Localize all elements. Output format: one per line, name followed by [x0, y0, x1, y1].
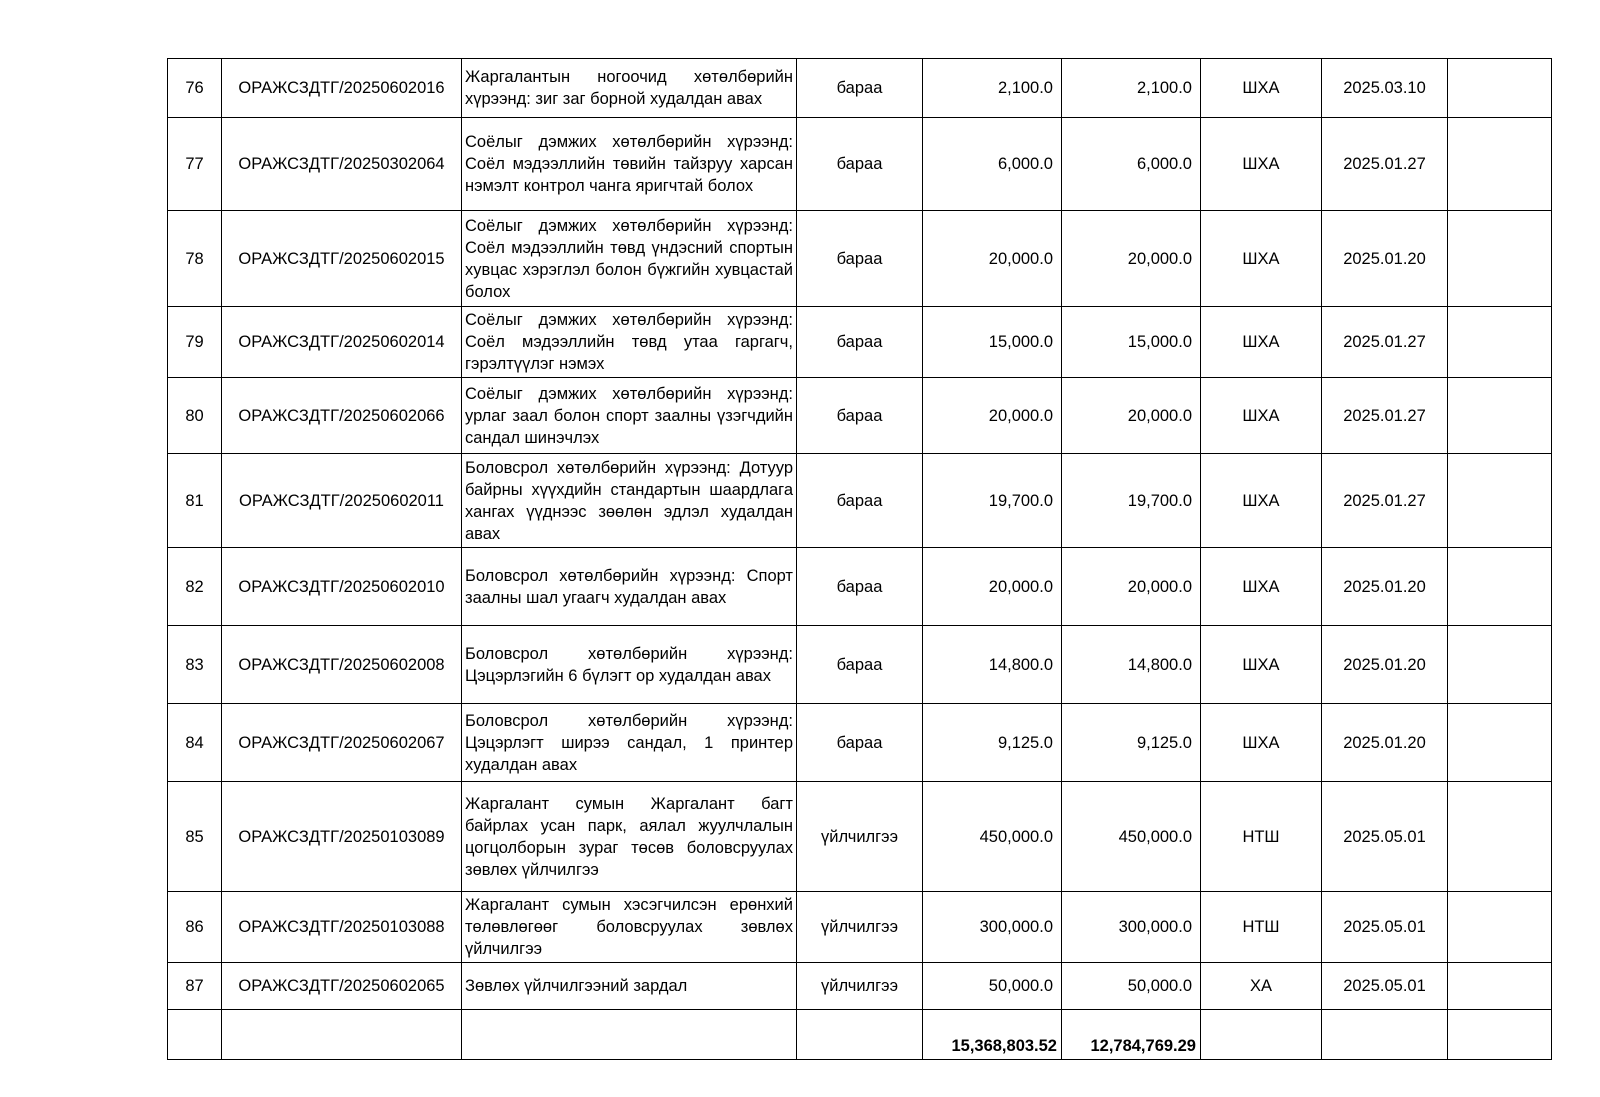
procurement-code: ОРАЖСЗДТГ/20250602066: [222, 378, 462, 454]
start-date: 2025.01.27: [1322, 454, 1448, 548]
total-empty-cell: [168, 1010, 222, 1060]
procurement-code: ОРАЖСЗДТГ/20250602010: [222, 548, 462, 626]
procurement-method: ХА: [1201, 963, 1322, 1010]
start-date: 2025.01.20: [1322, 626, 1448, 704]
item-type: бараа: [797, 626, 923, 704]
start-date: 2025.05.01: [1322, 892, 1448, 963]
budget-amount: 2,100.0: [1062, 59, 1201, 118]
note-cell: [1448, 59, 1552, 118]
planned-amount: 6,000.0: [923, 118, 1062, 211]
budget-amount: 300,000.0: [1062, 892, 1201, 963]
total-empty-cell: [797, 1010, 923, 1060]
row-number: 80: [168, 378, 222, 454]
item-description: Боловсрол хөтөлбөрийн хүрээнд: Цэцэрлэгт ширээ сандал, 1 принтер худалдан авах: [462, 704, 797, 782]
table-row: [168, 548, 1552, 626]
budget-amount: 6,000.0: [1062, 118, 1201, 211]
procurement-method: ШХА: [1201, 211, 1322, 307]
note-cell: [1448, 378, 1552, 454]
procurement-method: НТШ: [1201, 782, 1322, 892]
note-cell: [1448, 118, 1552, 211]
procurement-code: ОРАЖСЗДТГ/20250302064: [222, 118, 462, 211]
item-description: Жаргалантын ногоочид хөтөлбөрийн хүрээнд: зиг заг борной худалдан авах: [462, 59, 797, 118]
row-number: 87: [168, 963, 222, 1010]
procurement-code: ОРАЖСЗДТГ/20250602067: [222, 704, 462, 782]
note-cell: [1448, 211, 1552, 307]
item-type: үйлчилгээ: [797, 963, 923, 1010]
table-row: [168, 378, 1552, 454]
total-row: [168, 1010, 1552, 1060]
budget-amount: 50,000.0: [1062, 963, 1201, 1010]
start-date: 2025.05.01: [1322, 963, 1448, 1010]
note-cell: [1448, 626, 1552, 704]
planned-amount: 20,000.0: [923, 378, 1062, 454]
item-description: Соёлыг дэмжих хөтөлбөрийн хүрээнд: Соёл мэдээллийн төвд үндэсний спортын хувцас хэрэглэл болон бүжгийн хувцастай болох: [462, 211, 797, 307]
item-description: Жаргалант сумын хэсэгчилсэн ерөнхий төлөвлөгөөг боловсруулах зөвлөх үйлчилгээ: [462, 892, 797, 963]
row-number: 85: [168, 782, 222, 892]
note-cell: [1448, 307, 1552, 378]
item-type: бараа: [797, 704, 923, 782]
procurement-method: ШХА: [1201, 307, 1322, 378]
procurement-method: ШХА: [1201, 704, 1322, 782]
procurement-code: ОРАЖСЗДТГ/20250602015: [222, 211, 462, 307]
note-cell: [1448, 704, 1552, 782]
planned-amount: 50,000.0: [923, 963, 1062, 1010]
item-description: Соёлыг дэмжих хөтөлбөрийн хүрээнд: Соёл мэдээллийн төвд утаа гаргагч, гэрэлтүүлэг нэмэх: [462, 307, 797, 378]
item-type: бараа: [797, 307, 923, 378]
total-empty-cell: [462, 1010, 797, 1060]
budget-amount: 450,000.0: [1062, 782, 1201, 892]
note-cell: [1448, 454, 1552, 548]
planned-amount: 300,000.0: [923, 892, 1062, 963]
start-date: 2025.03.10: [1322, 59, 1448, 118]
procurement-code: ОРАЖСЗДТГ/20250103089: [222, 782, 462, 892]
procurement-method: НТШ: [1201, 892, 1322, 963]
planned-amount: 14,800.0: [923, 626, 1062, 704]
row-number: 79: [168, 307, 222, 378]
item-type: үйлчилгээ: [797, 782, 923, 892]
procurement-method: ШХА: [1201, 378, 1322, 454]
procurement-method: ШХА: [1201, 454, 1322, 548]
procurement-code: ОРАЖСЗДТГ/20250602065: [222, 963, 462, 1010]
procurement-method: ШХА: [1201, 548, 1322, 626]
row-number: 77: [168, 118, 222, 211]
budget-amount: 20,000.0: [1062, 378, 1201, 454]
table-row: [168, 704, 1552, 782]
procurement-method: ШХА: [1201, 626, 1322, 704]
table-row: [168, 782, 1552, 892]
table-row: [168, 963, 1552, 1010]
table-row: [168, 211, 1552, 307]
table-row: [168, 59, 1552, 118]
procurement-code: ОРАЖСЗДТГ/20250602016: [222, 59, 462, 118]
budget-amount: 15,000.0: [1062, 307, 1201, 378]
item-type: бараа: [797, 378, 923, 454]
total-empty-cell: [1322, 1010, 1448, 1060]
procurement-code: ОРАЖСЗДТГ/20250103088: [222, 892, 462, 963]
row-number: 86: [168, 892, 222, 963]
start-date: 2025.01.20: [1322, 704, 1448, 782]
planned-amount: 2,100.0: [923, 59, 1062, 118]
row-number: 78: [168, 211, 222, 307]
planned-amount: 9,125.0: [923, 704, 1062, 782]
planned-amount: 20,000.0: [923, 548, 1062, 626]
row-number: 82: [168, 548, 222, 626]
total-amount-2: 12,784,769.29: [1062, 1010, 1201, 1060]
total-empty-cell: [1201, 1010, 1322, 1060]
procurement-code: ОРАЖСЗДТГ/20250602014: [222, 307, 462, 378]
start-date: 2025.01.27: [1322, 307, 1448, 378]
budget-amount: 19,700.0: [1062, 454, 1201, 548]
budget-amount: 14,800.0: [1062, 626, 1201, 704]
item-description: Соёлыг дэмжих хөтөлбөрийн хүрээнд: Соёл мэдээллийн төвийн тайзруу харсан нэмэлт контрол чанга яригчтай болох: [462, 118, 797, 211]
item-type: бараа: [797, 118, 923, 211]
budget-amount: 9,125.0: [1062, 704, 1201, 782]
start-date: 2025.01.20: [1322, 548, 1448, 626]
item-description: Боловсрол хөтөлбөрийн хүрээнд: Спорт заалны шал угаагч худалдан авах: [462, 548, 797, 626]
planned-amount: 20,000.0: [923, 211, 1062, 307]
start-date: 2025.01.20: [1322, 211, 1448, 307]
table-row: [168, 118, 1552, 211]
item-type: бараа: [797, 454, 923, 548]
item-type: үйлчилгээ: [797, 892, 923, 963]
total-amount-1: 15,368,803.52: [923, 1010, 1062, 1060]
row-number: 81: [168, 454, 222, 548]
total-empty-cell: [1448, 1010, 1552, 1060]
budget-amount: 20,000.0: [1062, 211, 1201, 307]
start-date: 2025.05.01: [1322, 782, 1448, 892]
item-description: Боловсрол хөтөлбөрийн хүрээнд: Цэцэрлэгийн 6 бүлэгт ор худалдан авах: [462, 626, 797, 704]
note-cell: [1448, 548, 1552, 626]
procurement-table: [167, 58, 1552, 1060]
planned-amount: 19,700.0: [923, 454, 1062, 548]
procurement-code: ОРАЖСЗДТГ/20250602011: [222, 454, 462, 548]
item-description: Зөвлөх үйлчилгээний зардал: [462, 963, 797, 1010]
procurement-method: ШХА: [1201, 59, 1322, 118]
item-type: бараа: [797, 59, 923, 118]
note-cell: [1448, 892, 1552, 963]
item-type: бараа: [797, 211, 923, 307]
item-description: Боловсрол хөтөлбөрийн хүрээнд: Дотуур байрны хүүхдийн стандартын шаардлага хангах үүднээс зөөлөн эдлэл худалдан авах: [462, 454, 797, 548]
item-description: Соёлыг дэмжих хөтөлбөрийн хүрээнд: урлаг заал болон спорт заалны үзэгчдийн сандал шинэчлэх: [462, 378, 797, 454]
start-date: 2025.01.27: [1322, 378, 1448, 454]
note-cell: [1448, 963, 1552, 1010]
note-cell: [1448, 782, 1552, 892]
start-date: 2025.01.27: [1322, 118, 1448, 211]
budget-amount: 20,000.0: [1062, 548, 1201, 626]
total-empty-cell: [222, 1010, 462, 1060]
item-description: Жаргалант сумын Жаргалант багт байрлах усан парк, аялал жуулчлалын цогцолборын зураг төсөв боловсруулах зөвлөх үйлчилгээ: [462, 782, 797, 892]
table-row: [168, 892, 1552, 963]
item-type: бараа: [797, 548, 923, 626]
table-row: [168, 454, 1552, 548]
planned-amount: 15,000.0: [923, 307, 1062, 378]
procurement-code: ОРАЖСЗДТГ/20250602008: [222, 626, 462, 704]
row-number: 84: [168, 704, 222, 782]
planned-amount: 450,000.0: [923, 782, 1062, 892]
procurement-method: ШХА: [1201, 118, 1322, 211]
row-number: 76: [168, 59, 222, 118]
row-number: 83: [168, 626, 222, 704]
table-row: [168, 626, 1552, 704]
table-row: [168, 307, 1552, 378]
